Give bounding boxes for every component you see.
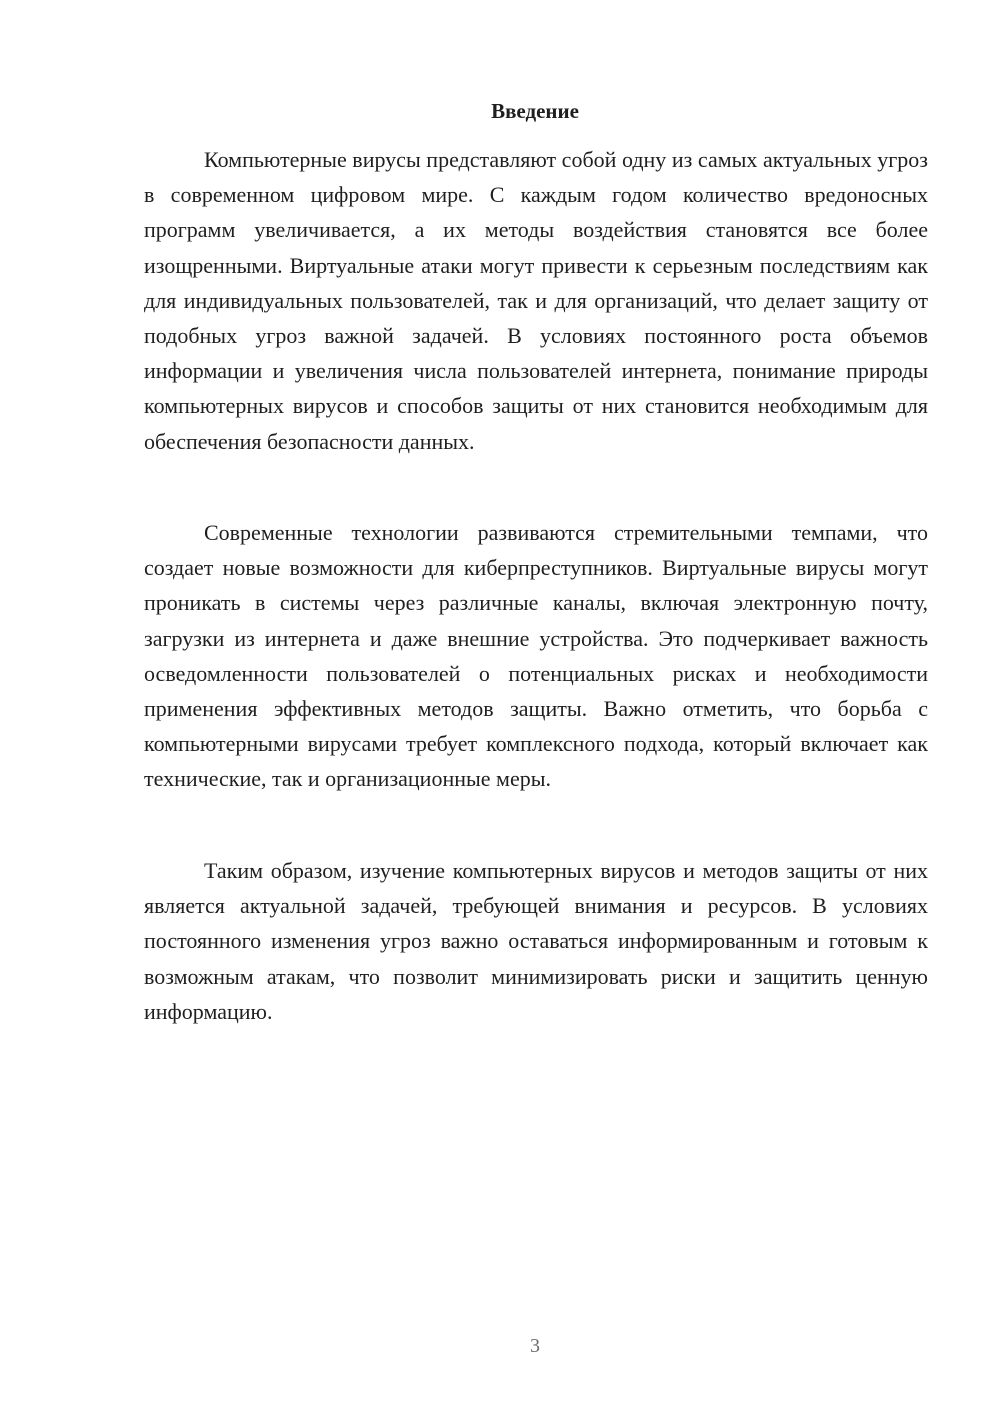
paragraph-3: Таким образом, изучение компьютерных вирусов и методов защиты от них является актуальной задачей, требующей внимания и ресурсов. В условиях постоянного изменения угроз важно оставаться информированным и готовым к возможным атакам, что позволит минимизировать риски и защитить ценную информацию.	[144, 858, 928, 1024]
section-heading: Введение	[491, 99, 579, 123]
paragraph-1: Компьютерные вирусы представляют собой одну из самых актуальных угроз в современном цифровом мире. С каждым годом количество вредоносных программ увеличивается, а их методы воздействия становятся все более изощренными. Виртуальные атаки могут привести к серьезным последствиям как для индивидуальных пользователей, так и для организаций, что делает защиту от подобных угроз важной задачей. В условиях постоянного роста объемов информации и увеличения числа пользователей интернета, понимание природы компьютерных вирусов и способов защиты от них становится необходимым для обеспечения безопасности данных.	[144, 147, 928, 454]
page-number: 3	[530, 1335, 540, 1357]
paragraph-2: Современные технологии развиваются стремительными темпами, что создает новые возможности для киберпреступников. Виртуальные вирусы могут проникать в системы через различные каналы, включая электронную почту, загрузки из интернета и даже внешние устройства. Это подчеркивает важность осведомленности пользователей о потенциальных рисках и необходимости применения эффективных методов защиты. Важно отметить, что борьба с компьютерными вирусами требует комплексного подхода, который включает как технические, так и организационные меры.	[144, 520, 928, 792]
